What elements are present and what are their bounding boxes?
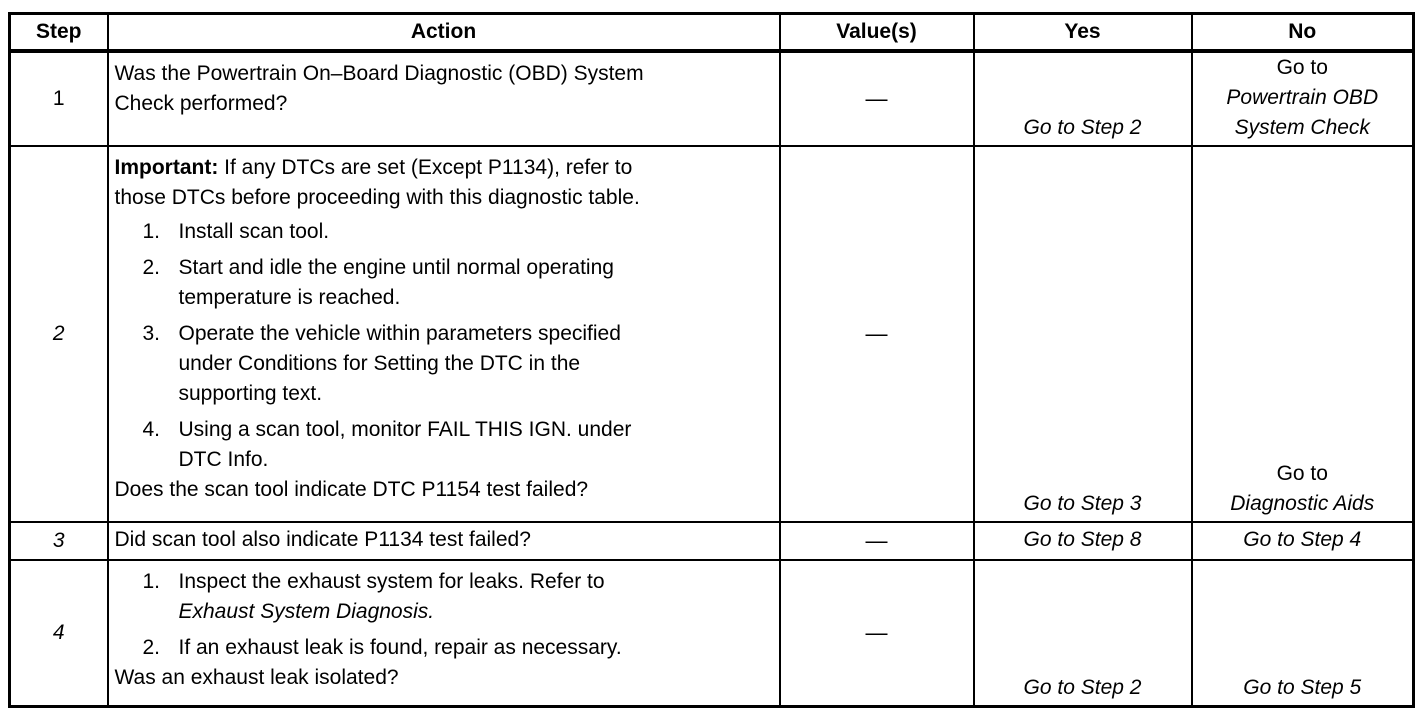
no-ref-text: Diagnostic Aids bbox=[1230, 492, 1375, 515]
list-text: under Conditions for Setting the DTC in the bbox=[178, 352, 581, 375]
list-number: 1. bbox=[142, 220, 161, 243]
list-number: 2. bbox=[142, 636, 161, 659]
no-goto-text: Go to bbox=[1276, 462, 1328, 485]
value-cell: — bbox=[780, 522, 974, 560]
no-ref-text: System Check bbox=[1234, 116, 1370, 139]
diagnostic-table-container bbox=[8, 12, 1412, 720]
important-note bbox=[115, 153, 773, 183]
step-number: 3 bbox=[10, 522, 108, 560]
action-cell bbox=[108, 146, 780, 522]
list-number: 2. bbox=[142, 256, 161, 279]
important-label: Important: bbox=[114, 156, 219, 179]
list-text: temperature is reached. bbox=[178, 286, 401, 309]
list-text: Inspect the exhaust system for leaks. Refer to bbox=[178, 570, 605, 593]
yes-cell: Go to Step 2 bbox=[974, 51, 1192, 146]
value-cell: — bbox=[780, 51, 974, 146]
procedure-list bbox=[115, 217, 773, 475]
table-row-step-3 bbox=[10, 522, 1414, 560]
question-text: Does the scan tool indicate DTC P1154 test failed? bbox=[114, 478, 589, 501]
no-cell bbox=[1192, 51, 1414, 146]
action-cell bbox=[108, 560, 780, 706]
list-text: Start and idle the engine until normal operating bbox=[178, 256, 614, 279]
list-text-reference: Exhaust System Diagnosis. bbox=[178, 600, 435, 623]
step-number: 2 bbox=[10, 146, 108, 522]
value-cell: — bbox=[780, 560, 974, 706]
value-cell: — bbox=[780, 146, 974, 522]
list-item bbox=[115, 567, 773, 627]
list-text: If an exhaust leak is found, repair as necessary. bbox=[178, 636, 622, 659]
list-text: Operate the vehicle within parameters specified bbox=[178, 322, 621, 345]
table-row-step-1 bbox=[10, 51, 1414, 146]
list-number: 4. bbox=[142, 418, 161, 441]
step-number: 1 bbox=[10, 51, 108, 146]
important-text: those DTCs before proceeding with this diagnostic table. bbox=[114, 186, 640, 209]
table-row-step-2 bbox=[10, 146, 1414, 522]
list-text: Using a scan tool, monitor FAIL THIS IGN. under bbox=[178, 418, 632, 441]
header-no: No bbox=[1192, 14, 1414, 52]
list-item bbox=[115, 633, 773, 663]
header-values: Value(s) bbox=[780, 14, 974, 52]
header-row bbox=[10, 14, 1414, 52]
diagnostic-table bbox=[8, 12, 1415, 708]
action-cell bbox=[108, 51, 780, 146]
list-text: DTC Info. bbox=[178, 448, 269, 471]
no-cell: Go to Step 4 bbox=[1192, 522, 1414, 560]
list-text: Install scan tool. bbox=[178, 220, 330, 243]
step-number: 4 bbox=[10, 560, 108, 706]
no-goto-text: Go to bbox=[1276, 56, 1328, 79]
action-text: Check performed? bbox=[114, 92, 288, 115]
action-text: Did scan tool also indicate P1134 test failed? bbox=[114, 528, 531, 551]
list-item bbox=[115, 217, 773, 247]
question-text: Was an exhaust leak isolated? bbox=[114, 666, 399, 689]
no-cell bbox=[1192, 146, 1414, 522]
action-cell bbox=[108, 522, 780, 560]
table-row-step-4 bbox=[10, 560, 1414, 706]
header-yes: Yes bbox=[974, 14, 1192, 52]
yes-cell: Go to Step 8 bbox=[974, 522, 1192, 560]
list-item bbox=[115, 319, 773, 409]
list-item bbox=[115, 415, 773, 475]
header-step: Step bbox=[10, 14, 108, 52]
no-cell: Go to Step 5 bbox=[1192, 560, 1414, 706]
yes-cell: Go to Step 2 bbox=[974, 560, 1192, 706]
procedure-list bbox=[115, 567, 773, 663]
list-number: 3. bbox=[142, 322, 161, 345]
no-ref-text: Powertrain OBD bbox=[1226, 86, 1379, 109]
list-item bbox=[115, 253, 773, 313]
important-text: If any DTCs are set (Except P1134), refer to bbox=[218, 156, 633, 179]
list-number: 1. bbox=[142, 570, 161, 593]
action-text: Was the Powertrain On–Board Diagnostic (OBD) System bbox=[114, 62, 644, 85]
header-action: Action bbox=[108, 14, 780, 52]
list-text: supporting text. bbox=[178, 382, 323, 405]
yes-cell: Go to Step 3 bbox=[974, 146, 1192, 522]
